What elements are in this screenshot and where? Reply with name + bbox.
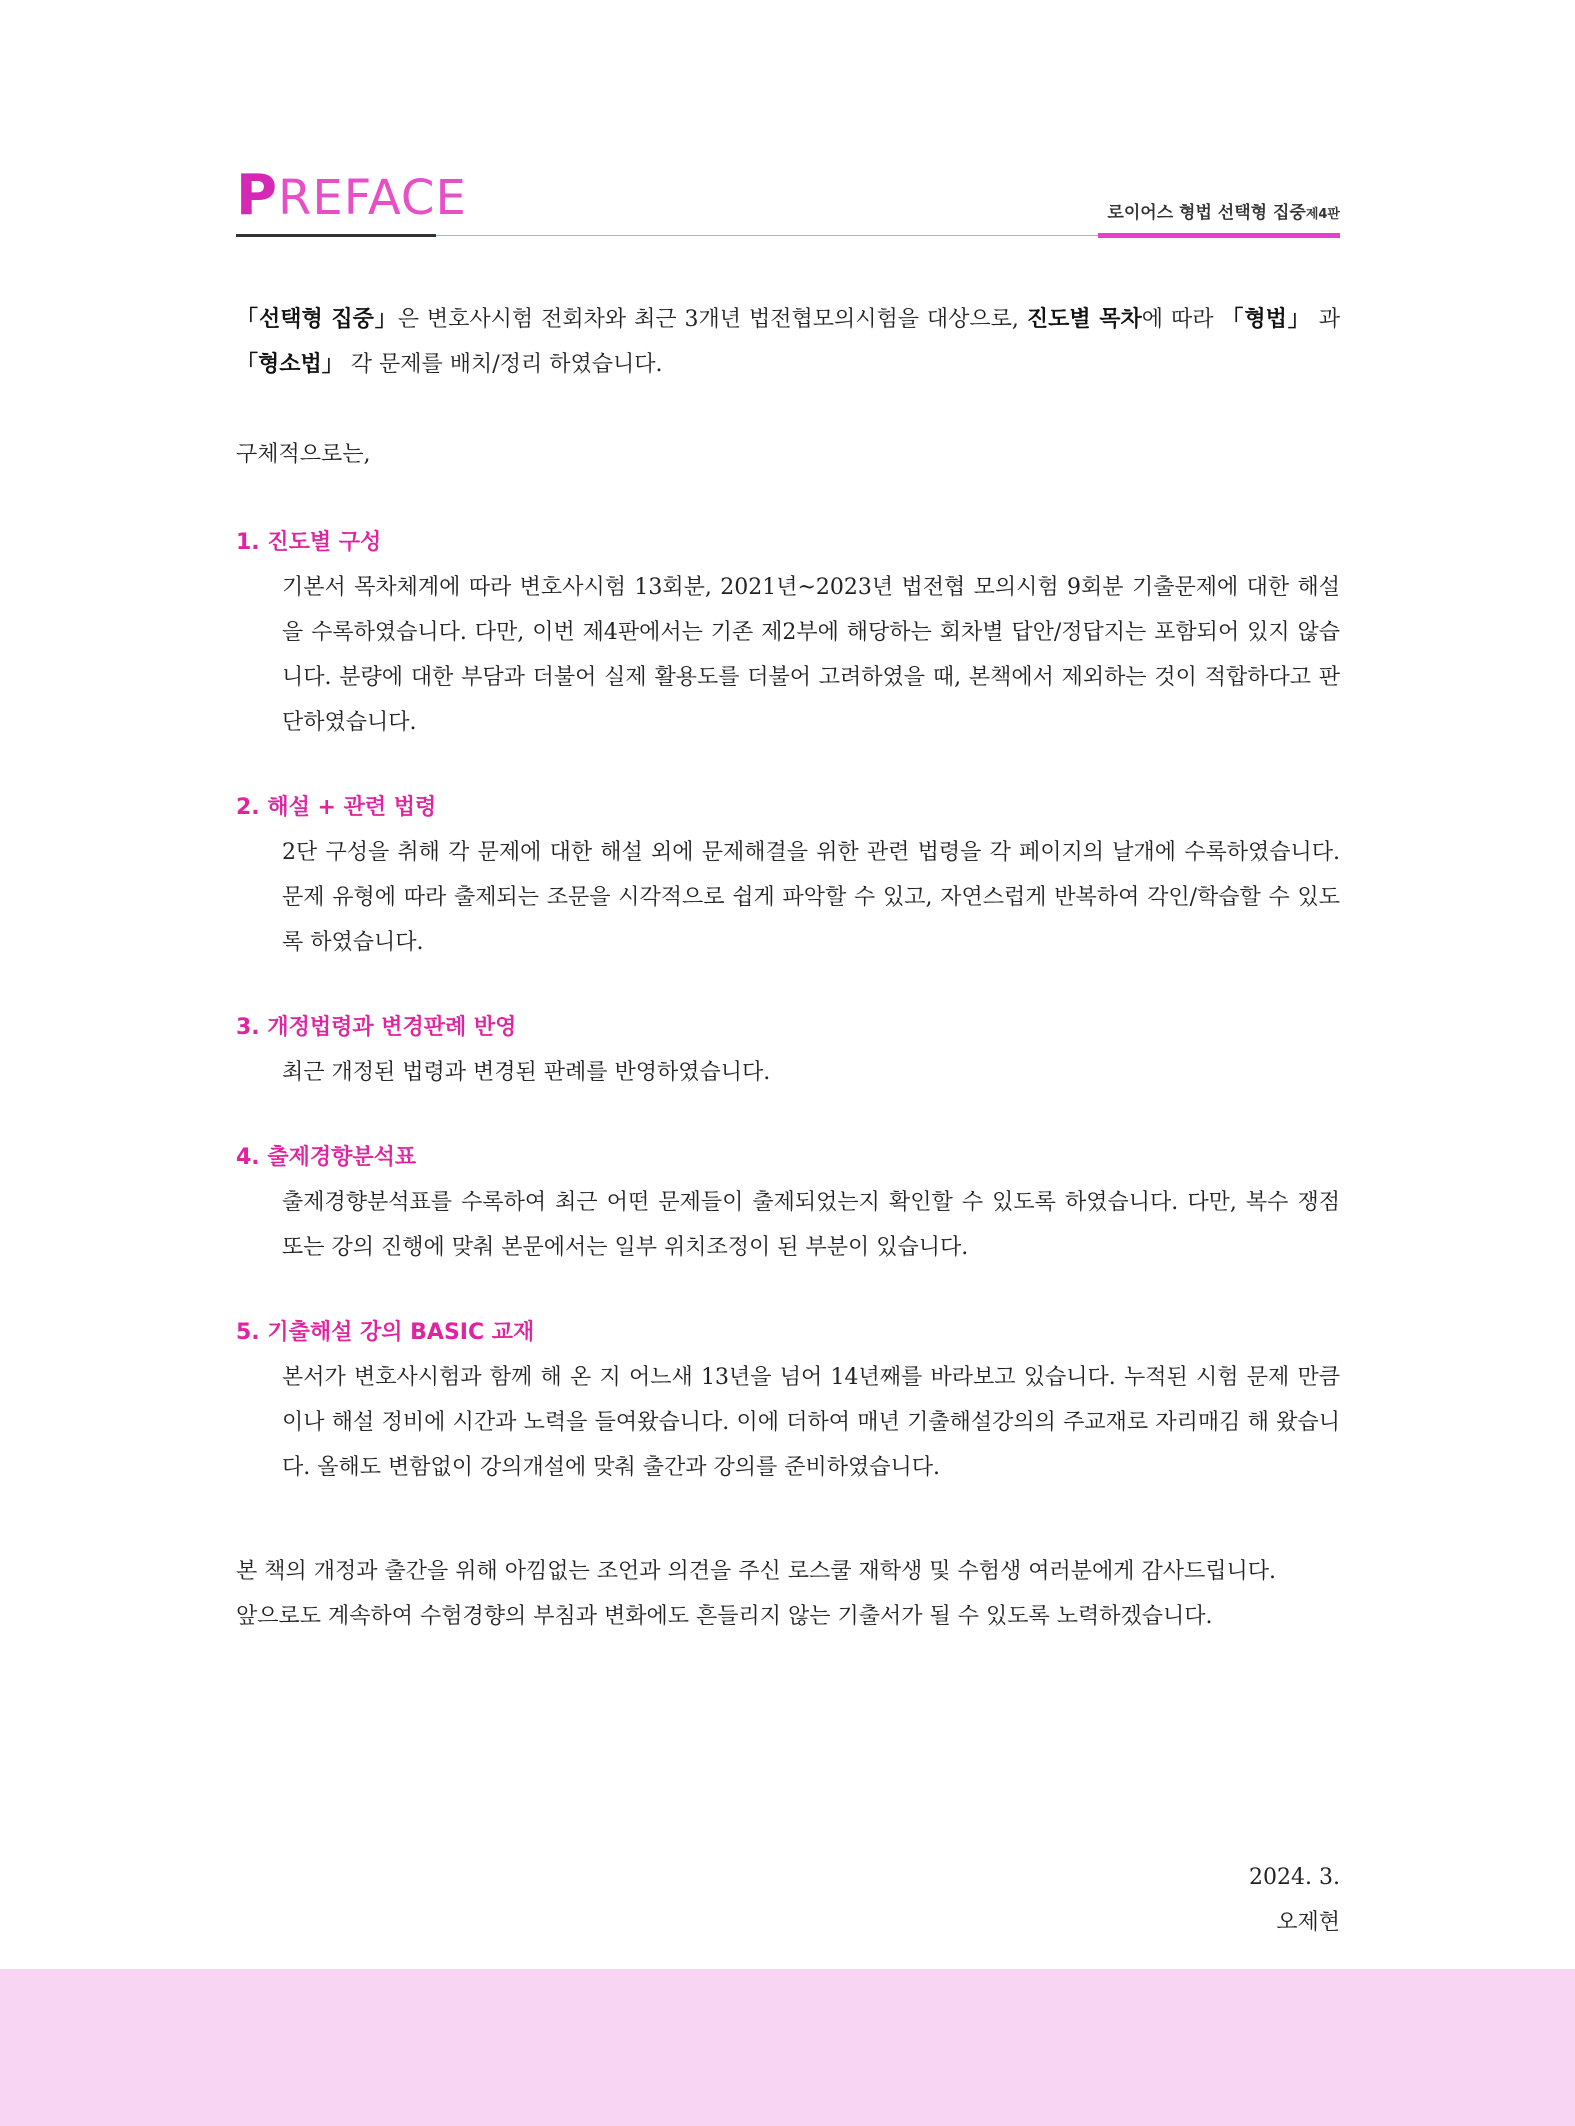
section-5 — [236, 1311, 1340, 1490]
intro-criminal-procedure: 형소법 — [258, 351, 322, 377]
footer-band — [0, 1969, 1575, 2126]
preface-title — [236, 163, 467, 228]
intro-text-b: 에 따라 — [1141, 307, 1222, 332]
intro-text-d: 각 문제를 배치/정리 하였습니다. — [343, 352, 663, 377]
preface-content — [236, 297, 1340, 1639]
section-body: 2단 구성을 취해 각 문제에 대한 해설 외에 문제해결을 위한 관련 법령을 각 페이지의 날개에 수록하였습니다. 문제 유형에 따라 출제되는 조문을 시각적으로 쉽게 파악할 수 있고, 자연스럽게 반복하여 각인/학습할 수 있도록 하였습니다. — [282, 840, 1340, 955]
intro-quote-open-1: 「 — [236, 306, 259, 332]
intro-criminal-law: 형법 — [1244, 306, 1287, 332]
intro-paragraph — [236, 297, 1340, 387]
section-body: 출제경향분석표를 수록하여 최근 어떤 문제들이 출제되었는지 확인할 수 있도록 하였습니다. 다만, 복수 쟁점 또는 강의 진행에 맞춰 본문에서는 일부 위치조정이 된 부분이 있습니다. — [282, 1190, 1340, 1260]
section-1 — [236, 521, 1340, 745]
intro-quote-open-3: 「 — [236, 351, 259, 377]
section-heading: 4. 출제경향분석표 — [236, 1145, 417, 1170]
header-rule-thin — [436, 235, 1098, 236]
signature-date: 2024. 3. — [1249, 1865, 1340, 1890]
thanks-paragraph: 본 책의 개정과 출간을 위해 아낌없는 조언과 의견을 주신 로스쿨 재학생 및 수험생 여러분에게 감사드립니다. — [236, 1559, 1276, 1584]
section-body: 본서가 변호사시험과 함께 해 온 지 어느새 13년을 넘어 14년째를 바라보고 있습니다. 누적된 시험 문제 만큼이나 해설 정비에 시간과 노력을 들여왔습니다. 이에 더하여 매년 기출해설강의의 주교재로 자리매김 해 왔습니다. 올해도 변함없이 강의개설에 맞춰 출간과 강의를 준비하였습니다. — [282, 1365, 1340, 1480]
closing-remarks — [236, 1549, 1340, 1639]
signature-block — [1249, 1855, 1340, 1945]
signature-author: 오제현 — [1276, 1910, 1340, 1935]
book-title-text: 로이어스 형법 선택형 집중 — [1107, 203, 1306, 223]
section-body: 최근 개정된 법령과 변경된 판례를 반영하였습니다. — [282, 1060, 771, 1085]
intro-quote-close-2: 」 — [1286, 306, 1311, 332]
section-3 — [236, 1006, 1340, 1095]
intro-book-name: 선택형 집중 — [258, 306, 374, 332]
header-rule-accent — [1098, 233, 1340, 238]
intro-toc-phrase: 진도별 목차 — [1026, 306, 1142, 332]
section-heading: 1. 진도별 구성 — [236, 530, 382, 555]
page-header — [236, 163, 1340, 238]
preface-title-rest: REFACE — [278, 170, 467, 226]
section-4 — [236, 1136, 1340, 1270]
lead-in-text: 구체적으로는, — [236, 442, 371, 467]
intro-text-a: 은 변호사시험 전회차와 최근 3개년 법전협모의시험을 대상으로, — [397, 307, 1027, 332]
intro-text-c: 과 — [1310, 307, 1340, 332]
section-2 — [236, 786, 1340, 965]
section-heading: 2. 해설 + 관련 법령 — [236, 795, 437, 820]
book-edition: 제4판 — [1305, 207, 1340, 222]
section-heading: 3. 개정법령과 변경판례 반영 — [236, 1015, 517, 1040]
section-heading: 5. 기출해설 강의 BASIC 교재 — [236, 1320, 535, 1345]
header-rule-dark — [236, 234, 436, 237]
book-title — [1107, 198, 1340, 223]
intro-quote-close-1: 」 — [373, 306, 398, 332]
intro-quote-open-2: 「 — [1221, 306, 1245, 332]
section-body: 기본서 목차체계에 따라 변호사시험 13회분, 2021년~2023년 법전협 모의시험 9회분 기출문제에 대한 해설을 수록하였습니다. 다만, 이번 제4판에서는 기존 제2부에 해당하는 회차별 답안/정답지는 포함되어 있지 않습니다. 분량에 대한 부담과 더불어 실제 활용도를 더불어 고려하였을 때, 본책에서 제외하는 것이 적합하다고 판단하였습니다. — [282, 575, 1340, 735]
commitment-paragraph: 앞으로도 계속하여 수험경향의 부침과 변화에도 흔들리지 않는 기출서가 될 수 있도록 노력하겠습니다. — [236, 1604, 1213, 1629]
preface-title-initial: P — [236, 163, 279, 228]
intro-quote-close-3: 」 — [321, 351, 344, 377]
